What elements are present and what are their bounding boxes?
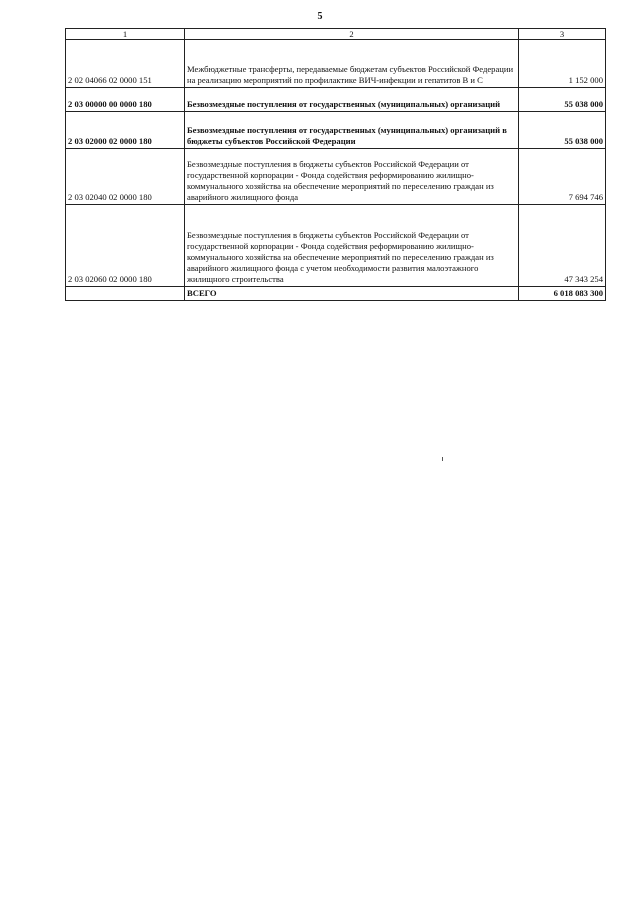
row-amount: 47 343 254 <box>519 205 606 287</box>
row-code: 2 03 02040 02 0000 180 <box>66 149 185 205</box>
row-code: 2 03 00000 00 0000 180 <box>66 88 185 112</box>
page-number: 5 <box>317 11 323 22</box>
total-label: ВСЕГО <box>185 287 519 301</box>
total-code <box>66 287 185 301</box>
row-code: 2 03 02060 02 0000 180 <box>66 205 185 287</box>
row-description: Безвозмездные поступления в бюджеты субъектов Российской Федерации от государственной корпорации - Фонда содействия реформированию жилищно-коммунального хозяйства на обеспечение мероприятий по переселению граждан из аварийного жилищного фонда с учетом необходимости развития малоэтажного жилищного строительства <box>185 205 519 287</box>
row-code: 2 03 02000 02 0000 180 <box>66 112 185 149</box>
total-amount: 6 018 083 300 <box>519 287 606 301</box>
table-header-row <box>66 29 606 40</box>
column-header-1: 1 <box>66 29 185 40</box>
row-description: Безвозмездные поступления в бюджеты субъектов Российской Федерации от государственной корпорации - Фонда содействия реформированию жилищно-коммунального хозяйства на обеспечение мероприятий по переселению граждан из аварийного жилищного фонда <box>185 149 519 205</box>
row-amount: 7 694 746 <box>519 149 606 205</box>
row-amount: 55 038 000 <box>519 88 606 112</box>
table-row <box>66 112 606 149</box>
table-row <box>66 205 606 287</box>
row-description: Безвозмездные поступления от государственных (муниципальных) организаций в бюджеты субъектов Российской Федерации <box>185 112 519 149</box>
row-code: 2 02 04066 02 0000 151 <box>66 40 185 88</box>
table-row <box>66 40 606 88</box>
row-description: Безвозмездные поступления от государственных (муниципальных) организаций <box>185 88 519 112</box>
table-row <box>66 149 606 205</box>
column-header-3: 3 <box>519 29 606 40</box>
table-row <box>66 88 606 112</box>
row-amount: 55 038 000 <box>519 112 606 149</box>
row-amount: 1 152 000 <box>519 40 606 88</box>
row-description: Межбюджетные трансферты, передаваемые бюджетам субъектов Российской Федерации на реализацию мероприятий по профилактике ВИЧ-инфекции и гепатитов В и С <box>185 40 519 88</box>
scan-speck <box>442 457 443 461</box>
total-row <box>66 287 606 301</box>
budget-revenue-table <box>65 28 606 301</box>
column-header-2: 2 <box>185 29 519 40</box>
